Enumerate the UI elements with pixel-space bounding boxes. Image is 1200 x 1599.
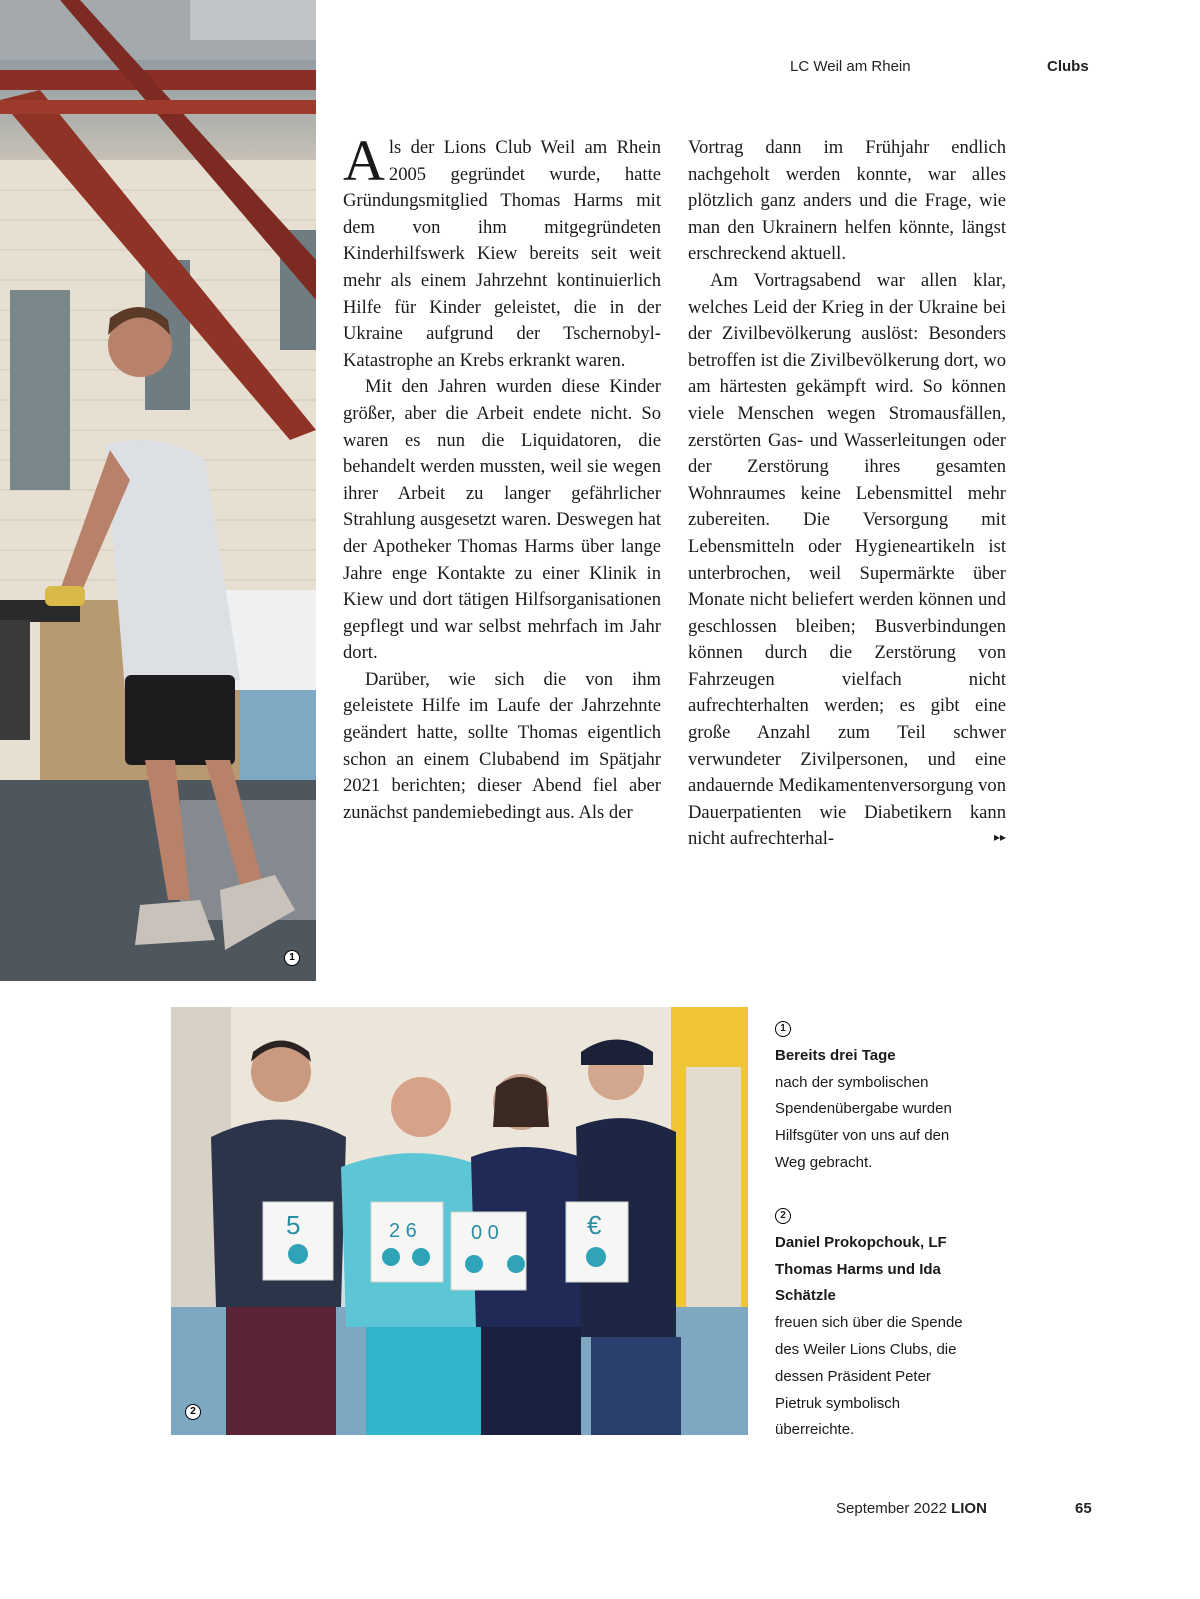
photo-donation-group	[171, 1007, 748, 1435]
footer-magazine-name: LION	[951, 1500, 987, 1517]
caption-text: freuen sich über die Spende des Weiler Lions Clubs, die dessen Präsident Peter Pietruk symbolisch überreichte.	[775, 1314, 963, 1439]
sign-5: 5	[286, 1210, 301, 1240]
caption-number-badge: 1	[775, 1021, 791, 1037]
drop-cap: A	[343, 128, 385, 193]
article-paragraph: Mit den Jahren wurden diese Kinder größer, aber die Arbeit endete nicht. So waren es nun die Liquidatoren, die behandelt werden mussten, weil sie wegen ihrer Arbeit zu langer gefährlicher Strahlung ausgesetzt waren. Deswegen hat der Apotheker Thomas Harms über lange Jahre enge Kontakte zu einer Klinik in Kiew und dort tätigen Hilfsorganisationen gepflegt und war selbst mehrfach im Jahr dort.	[343, 376, 661, 664]
footer-date: September 2022	[836, 1500, 947, 1517]
caption-number-badge: 2	[775, 1208, 791, 1224]
sign-26: 2 6	[389, 1220, 417, 1242]
article-column-1	[343, 128, 661, 826]
caption-heading: Daniel Prokopchouk, LF Thomas Harms und Ida Schätzle	[775, 1233, 947, 1305]
photo-number-badge: 1	[284, 950, 300, 966]
article-paragraph: Darüber, wie sich die von ihm geleistete Hilfe im Laufe der Jahrzehnte geändert hatte, sollte Thomas eigentlich schon an einem Clubabend im Spätjahr 2021 berichten; dieser Abend fiel aber zunächst pandemiebedingt aus. Als der	[343, 668, 661, 823]
article-paragraph: Am Vortragsabend war allen klar, welches Leid der Krieg in der Ukraine bei der Zivilbevölkerung auslöst: Besonders betroffen ist die Zivilbevölkerung dort, wo am härtesten gekämpft wird. So können viele Menschen wegen Stromausfällen, zerstörten Gas- und Wasserleitungen oder der Zerstörung ihres gesamten Wohnraumes keine Lebensmittel mehr zubereiten. Die Versorgung mit Lebensmitteln oder Hygieneartikeln ist unterbrochen, weil Supermärkte über Monate nicht beliefert werden können und geschlossen bleiben; Busverbindungen können durch die Zerstörung von Fahrzeugen vielfach nicht aufrechterhalten werden; es gibt eine große Anzahl zum Teil schwer verwundeter Zivilpersonen, und eine andauernde Medikamentenversorgung von Dauerpatienten wie Diabetikern kann nicht aufrechterhal- ▸▸	[688, 269, 1006, 850]
caption-photo-2	[775, 1203, 975, 1444]
footer-issue	[836, 1500, 987, 1517]
caption-text: nach der symbolischen Spendenübergabe wurden Hilfsgüter von uns auf den Weg gebracht.	[775, 1073, 952, 1171]
caption-heading: Bereits drei Tage	[775, 1046, 896, 1064]
header-section-label: Clubs	[1047, 58, 1089, 75]
caption-photo-1	[775, 1016, 975, 1177]
photo-number-badge: 2	[185, 1404, 201, 1420]
sign-euro: €	[587, 1210, 602, 1240]
page-number: 65	[1075, 1500, 1092, 1517]
sign-00: 0 0	[471, 1222, 499, 1244]
article-column-2	[688, 135, 1006, 853]
continue-arrow-icon: ▸▸	[993, 830, 1006, 845]
article-paragraph: Vortrag dann im Frühjahr endlich nachgeholt werden konnte, war alles plötzlich ganz anders und die Frage, wie man den Ukrainern helfen könnte, längst erschreckend aktuell.	[688, 137, 1006, 265]
photo-man-pallet-jack	[0, 0, 316, 981]
article-paragraph: Als der Lions Club Weil am Rhein 2005 gegründet wurde, hatte Gründungsmitglied Thomas Harms mit dem von ihm mitgegründeten Kinderhilfswerk Kiew bereits seit weit mehr als einem Jahrzehnt kontinuierlich Hilfe für Kinder geleistet, die in der Ukraine aufgrund der Tschernobyl-Katastrophe an Krebs erkrankt waren.	[343, 128, 661, 371]
header-club-name: LC Weil am Rhein	[790, 58, 911, 75]
